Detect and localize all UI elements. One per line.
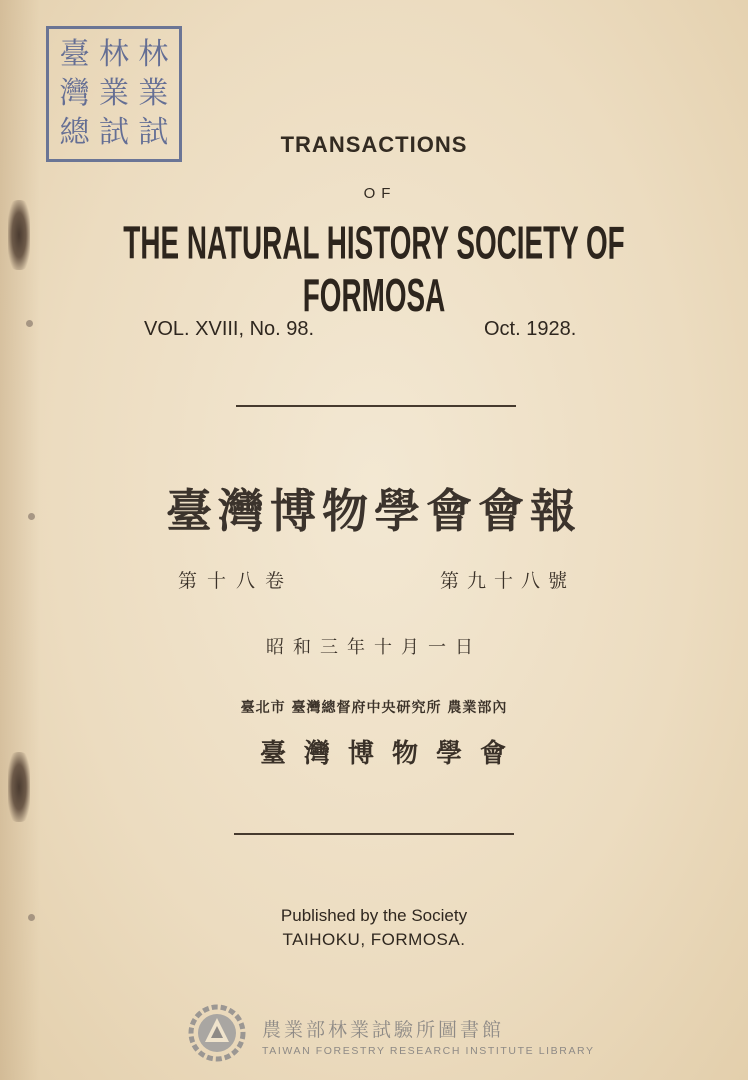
stamp-char: 業 [98, 75, 129, 111]
library-name: 農業部林業試驗所圖書館 [262, 1019, 505, 1041]
japanese-date: 昭和三年十月一日 [266, 637, 482, 658]
stamp-char: 灣 [59, 75, 90, 111]
japanese-number: 第九十八號 [440, 570, 576, 592]
library-name-english: TAIWAN FORESTRY RESEARCH INSTITUTE LIBRARY [262, 1045, 595, 1057]
stamp-char: 試 [98, 115, 129, 151]
stamp-char: 業 [138, 75, 169, 111]
issue-date: Oct. 1928. [484, 318, 577, 340]
publisher-location: TAIHOKU, FORMOSA. [282, 930, 466, 949]
stamp-char: 林 [138, 36, 169, 72]
japanese-volume: 第十八卷 [178, 570, 295, 592]
stamp-char: 林 [98, 36, 129, 72]
heading-transactions: TRANSACTIONS [280, 132, 468, 157]
divider-rule [236, 405, 516, 407]
heading-society-name: THE NATURAL HISTORY SOCIETY OF FORMOSA [123, 218, 625, 322]
publisher-line: Published by the Society [280, 906, 468, 925]
japanese-address: 臺北市 臺灣總督府中央研究所 農業部內 [240, 700, 508, 716]
japanese-journal-title: 臺灣博物學會會報 [166, 484, 582, 538]
heading-of: OF [363, 185, 397, 202]
japanese-society-name: 臺灣博物學會 [259, 739, 524, 769]
divider-rule [234, 833, 514, 835]
staple-mark-upper [8, 200, 30, 270]
volume-number: VOL. XVIII, No. 98. [144, 318, 315, 340]
stamp-char: 臺 [59, 36, 90, 72]
stamp-char: 總 [59, 115, 90, 151]
binding-hole [26, 320, 33, 327]
stamp-char: 試 [138, 115, 169, 151]
library-emblem-icon [188, 1004, 246, 1062]
